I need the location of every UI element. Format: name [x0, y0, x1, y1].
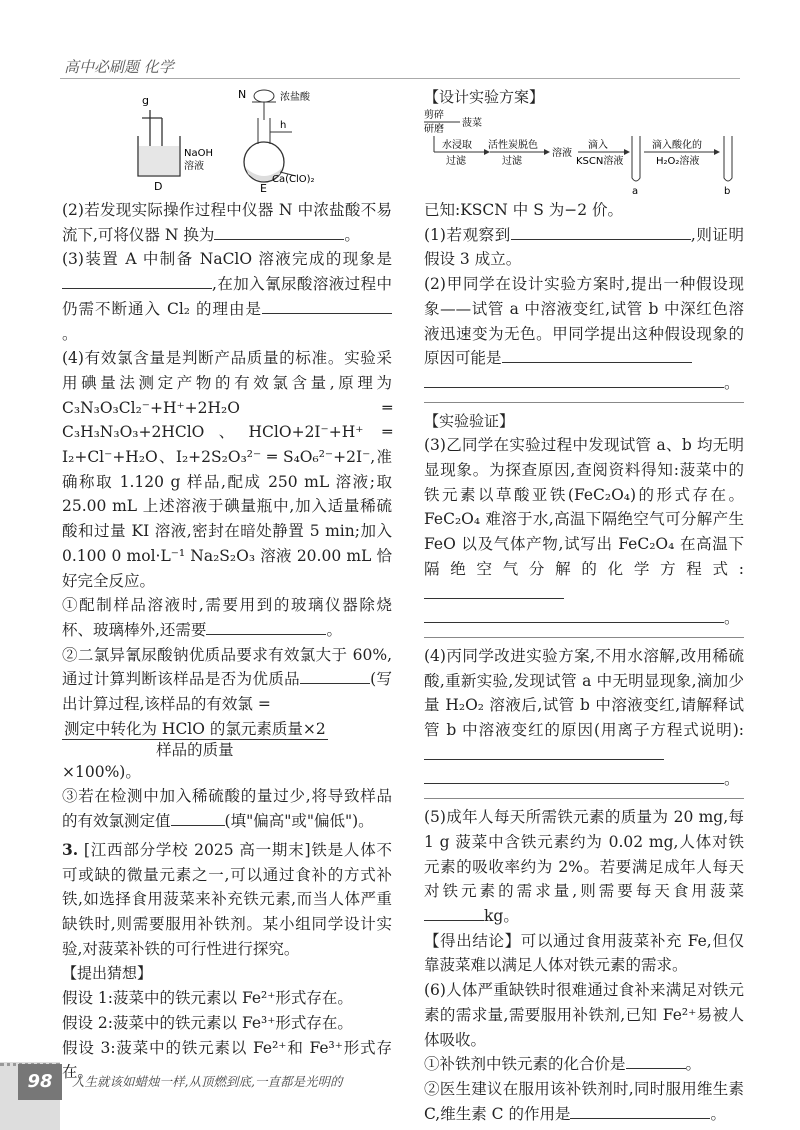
header-rule — [60, 78, 740, 79]
guess-title: 【提出猜想】 — [62, 964, 153, 983]
r-question-6: (6)人体严重缺铁时很难通过食补来满足对铁元素的需求量,需要服用补铁剂,已知 Fe²⁺易被人体吸收。 — [424, 981, 744, 1049]
r-question-3: (3)乙同学在实验过程中发现试管 a、b 均无明显现象。为探查原因,查阅资料得知:菠菜中的铁元素以草酸亚铁(FeC₂O₄)的形式存在。FeC₂O₄ 难溶于水,高温下隔绝空气可分解产生 FeO 以及气体产物,试写出 FeC₂O₄ 在高温下隔绝空气分解的化学方程式: 。 — [424, 436, 744, 628]
footer-motto: 人生就该如蜡烛一样,从顶燃到底,一直都是光明的 — [72, 1074, 343, 1089]
hypothesis-2: 假设 2:菠菜中的铁元素以 Fe³⁺形式存在。 — [62, 1013, 353, 1032]
answer-blank[interactable] — [626, 1052, 686, 1069]
answer-blank[interactable] — [570, 1102, 710, 1119]
svg-text:研磨: 研磨 — [424, 124, 444, 135]
conclusion: 【得出结论】可以通过食用菠菜补充 Fe,但仅靠菠菜难以满足人体对铁元素的需求。 — [424, 931, 744, 975]
svg-text:a: a — [632, 186, 639, 197]
label-g: g — [142, 94, 149, 107]
answer-blank[interactable] — [424, 743, 664, 760]
svg-text:KSCN溶液: KSCN溶液 — [576, 156, 624, 167]
r-question-4: (4)丙同学改进实验方案,不用水溶解,改用稀硫酸,重新实验,发现试管 a 中无明显现象,滴加少量 H₂O₂ 溶液后,试管 b 中溶液变红,请解释试管 b 中溶液变红的原因(用离子方程式说明): 。 — [424, 646, 744, 789]
question-3: (3)装置 A 中制备 NaClO 溶液完成的现象是,在加入氰尿酸溶液过程中仍需不断通入 Cl₂ 的理由是。 — [62, 250, 392, 343]
r-question-1: (1)若观察到 ,则证明假设 3 成立。 — [424, 223, 744, 272]
question-4: (4)有效氯含量是判断产品质量的标准。实验采用碘量法测定产物的有效氯含量,原理为 C₃N₃O₃Cl₂⁻+H⁺+2H₂O ═ C₃H₃N₃O₃+2HClO、HClO+2I⁻+H⁺ ═ I₂+Cl⁻+H₂O、I₂+2S₂O₃²⁻ ═ S₄O₆²⁻+2I⁻,准确称取 1.120 g 样品,配成 250 mL 溶液;取 25.00 mL 上述溶液于碘量瓶中,加入适量稀硫酸和过量 KI 溶液,密封在暗处静置 5 min;加入 0.100 0 mol·L⁻¹ Na₂S₂O₃ 溶液 20.00 mL 恰好完全反应。 — [62, 349, 392, 590]
svg-text:活性炭脱色: 活性炭脱色 — [488, 140, 538, 151]
svg-text:溶液: 溶液 — [552, 148, 572, 159]
question-2: (2)若发现实际操作过程中仪器 N 中浓盐酸不易流下,可将仪器 N 换为 。 — [62, 201, 392, 244]
label-naoh: NaOH — [184, 148, 213, 159]
answer-blank[interactable] — [424, 582, 564, 599]
svg-text:剪碎: 剪碎 — [424, 110, 444, 121]
answer-blank[interactable] — [262, 297, 392, 314]
right-column — [424, 198, 744, 1126]
r-question-5: (5)成年人每天所需铁元素的质量为 20 mg,每 1 g 菠菜中含铁元素约为 0.02 mg,人体对铁元素的吸收率约为 2%。若要满足成年人每天对铁元素的需求量,则需要每天食用菠菜kg。 — [424, 808, 744, 925]
answer-blank[interactable] — [206, 618, 326, 635]
svg-text:菠菜: 菠菜 — [462, 118, 482, 129]
hypothesis-1: 假设 1:菠菜中的铁元素以 Fe²⁺形式存在。 — [62, 989, 353, 1008]
answer-blank[interactable] — [300, 667, 370, 684]
svg-text:过滤: 过滤 — [446, 156, 466, 167]
running-header: 高中必刷题 化学 — [64, 58, 174, 76]
label-N: N — [238, 88, 247, 101]
question-4-2: ②二氯异氰尿酸钠优质品要求有效氯大于 60%,通过计算判断该样品是否为优质品 (写出计算过程,该样品的有效氯 = — [62, 645, 392, 714]
svg-text:H₂O₂溶液: H₂O₂溶液 — [656, 156, 700, 167]
answer-blank[interactable] — [214, 223, 344, 240]
separator — [424, 402, 744, 403]
label-naoh-solution: 溶液 — [184, 161, 204, 172]
label-E: E — [260, 182, 267, 194]
label-conc-hcl: 浓盐酸 — [280, 92, 310, 103]
question-4-1: ①配制样品溶液时,需要用到的玻璃仪器除烧杯、玻璃棒外,还需要 。 — [62, 596, 392, 639]
hypothesis-3: 假设 3:菠菜中的铁元素以 Fe²⁺和 Fe³⁺形式存在。 — [62, 1038, 392, 1082]
svg-text:水浸取: 水浸取 — [442, 140, 472, 151]
effective-chlorine-fraction: $\frac{\text{测定中转化为 HClO 的氯元素质量×2}}{\text{样品的质量}}$ — [64, 719, 326, 759]
answer-blank[interactable] — [171, 809, 225, 826]
svg-text:滴入酸化的: 滴入酸化的 — [652, 140, 702, 151]
left-column — [62, 198, 392, 1085]
answer-blank[interactable] — [424, 606, 724, 623]
answer-blank[interactable] — [424, 371, 724, 388]
r-question-2: (2)甲同学在设计实验方案时,提出一种假设现象——试管 a 中溶液变红,试管 b 中深红色溶液迅速变为无色。甲同学提出这种假设现象的原因可能是 。 — [424, 275, 744, 392]
svg-text:b: b — [724, 186, 731, 197]
label-D: D — [154, 180, 163, 193]
answer-blank[interactable] — [511, 223, 691, 240]
apparatus-figure — [120, 84, 320, 194]
known-note: 已知:KSCN 中 S 为−2 价。 — [424, 201, 624, 219]
svg-text:过滤: 过滤 — [502, 156, 522, 167]
answer-blank[interactable] — [424, 904, 484, 921]
page-number: 98 — [18, 1064, 62, 1100]
answer-blank[interactable] — [502, 346, 692, 363]
r-question-6-2: ②医生建议在服用该补铁剂时,同时服用维生素 C,维生素 C 的作用是 。 — [424, 1079, 744, 1123]
design-title: 【设计实验方案】 — [424, 88, 545, 106]
r-question-6-1: ①补铁剂中铁元素的化合价是 。 — [424, 1052, 744, 1077]
answer-blank[interactable] — [424, 767, 724, 784]
label-h: h — [280, 120, 287, 131]
separator — [424, 637, 744, 638]
formula-line: $\frac{\text{测定中转化为 HClO 的氯元素质量×2}}{\text{样品的质量}}$ ×100%)。 — [62, 719, 326, 781]
answer-blank[interactable] — [62, 272, 212, 289]
svg-text:滴入: 滴入 — [588, 140, 608, 151]
question-3-intro: 3. [江西部分学校 2025 高一期末]铁是人体不可或缺的微量元素之一,可以通过食补的方式补铁,如选择食用菠菜来补充铁元素,而当人体严重缺铁时,则需要服用补铁剂。某小组同学设计实验,对菠菜补铁的可行性进行探究。 — [62, 839, 392, 958]
question-4-3: ③若在检测中加入稀硫酸的量过少,将导致样品的有效氯测定值 (填"偏高"或"偏低")。 — [62, 787, 392, 831]
label-caclo2: Ca(ClO)₂ — [272, 174, 315, 185]
verify-title: 【实验验证】 — [424, 411, 515, 430]
separator — [424, 798, 744, 799]
experiment-flow-diagram — [424, 108, 744, 198]
